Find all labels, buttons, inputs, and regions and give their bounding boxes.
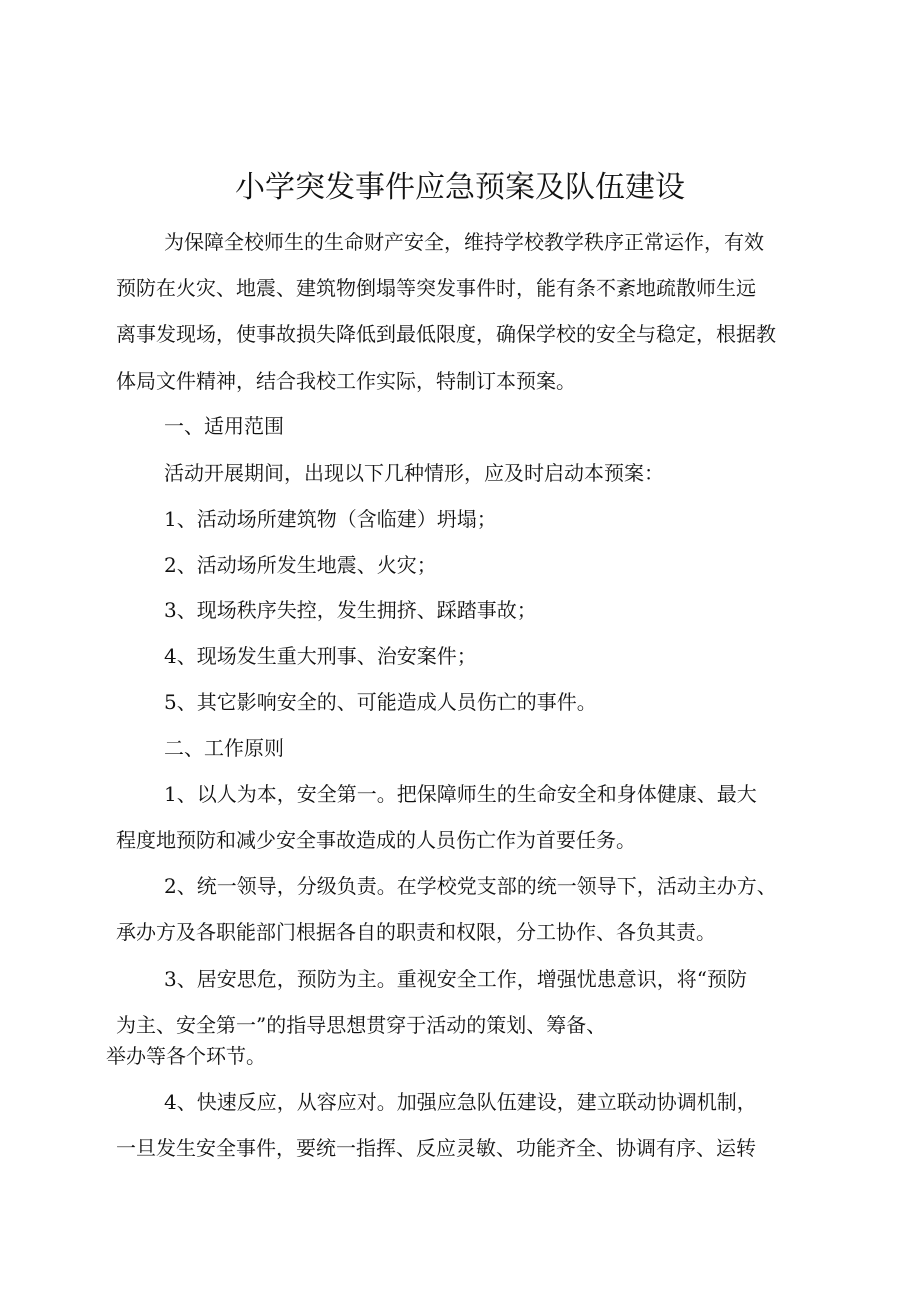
body-line: 3、居安思危，预防为主。重视安全工作，增强忧患意识，将“预防 (164, 967, 747, 991)
body-line: 承办方及各职能部门根据各自的职责和权限，分工协作、各负其责。 (116, 920, 716, 944)
list-item: 4、现场发生重大刑事、治安案件； (164, 644, 477, 668)
body-line: 离事发现场，使事故损失降低到最低限度，确保学校的安全与稳定，根据教 (116, 322, 776, 346)
section-heading: 一、适用范围 (164, 414, 284, 438)
list-item: 3、现场秩序失控，发生拥挤、踩踏事故； (164, 598, 537, 622)
body-line: 4、快速反应，从容应对。加强应急队伍建设，建立联动协调机制， (164, 1090, 757, 1114)
body-line: 为保障全校师生的生命财产安全，维持学校教学秩序正常运作，有效 (164, 230, 764, 254)
list-item: 2、活动场所发生地震、火灾； (164, 553, 437, 577)
list-item: 5、其它影响安全的、可能造成人员伤亡的事件。 (164, 690, 597, 714)
document-title: 小学突发事件应急预案及队伍建设 (235, 170, 685, 205)
body-line: 预防在火灾、地震、建筑物倒塌等突发事件时，能有条不紊地疏散师生远 (116, 276, 756, 300)
body-line: 举办等各个环节。 (106, 1044, 266, 1068)
body-line: 体局文件精神，结合我校工作实际，特制订本预案。 (116, 369, 576, 393)
body-line: 程度地预防和减少安全事故造成的人员伤亡作为首要任务。 (116, 828, 636, 852)
body-line: 活动开展期间，出现以下几种情形，应及时启动本预案： (164, 461, 664, 485)
section-heading: 二、工作原则 (164, 736, 284, 760)
body-line: 1、以人为本，安全第一。把保障师生的生命安全和身体健康、最大 (164, 782, 757, 806)
body-line: 一旦发生安全事件，要统一指挥、反应灵敏、功能齐全、协调有序、运转 (116, 1136, 756, 1160)
body-line: 2、统一领导，分级负责。在学校党支部的统一领导下，活动主办方、 (164, 874, 777, 898)
list-item: 1、活动场所建筑物（含临建）坍塌； (164, 507, 497, 531)
body-line: 为主、安全第一”的指导思想贯穿于活动的策划、筹备、 (116, 1013, 607, 1037)
